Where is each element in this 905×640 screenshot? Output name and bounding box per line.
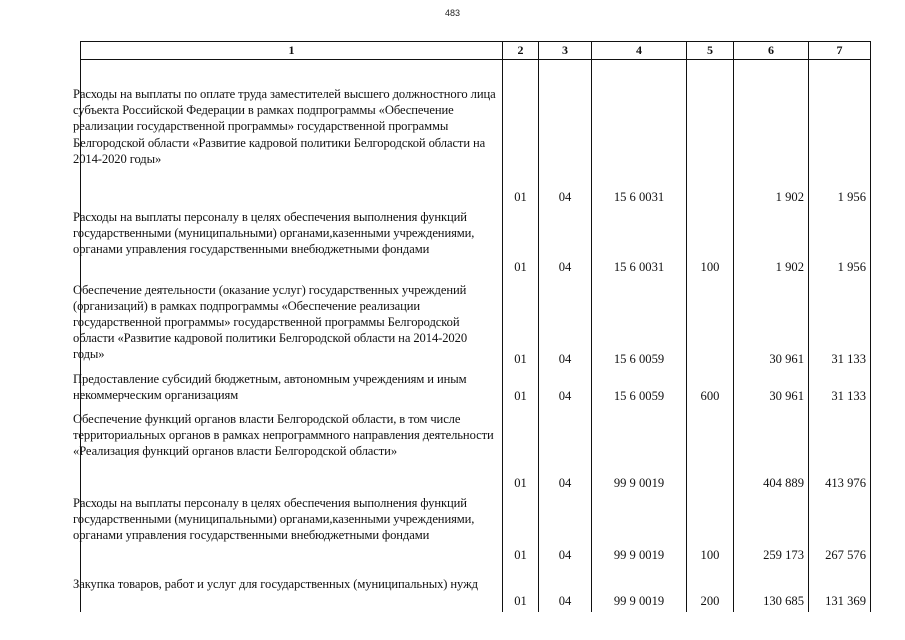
budget-table	[73, 41, 871, 612]
row-sum-col7: 267 576	[809, 494, 871, 566]
row-expense-type	[687, 407, 734, 494]
row-target: 99 9 0019	[592, 566, 687, 612]
row-description: Расходы на выплаты персоналу в целях обеспечения выполнения функций государственными (муниципальными) органами,казенными учреждениями, органами управления государственными внебюджетными фондами	[81, 494, 503, 566]
table-row	[81, 407, 871, 494]
row-expense-type: 100	[687, 494, 734, 566]
row-section: 01	[503, 370, 539, 407]
page-number: 483	[444, 8, 461, 18]
row-subsection: 04	[539, 494, 592, 566]
row-sum-col7: 31 133	[809, 278, 871, 370]
row-expense-type: 200	[687, 566, 734, 612]
row-target: 15 6 0031	[592, 60, 687, 208]
row-target: 99 9 0019	[592, 407, 687, 494]
row-target: 15 6 0059	[592, 370, 687, 407]
header-row	[81, 42, 871, 60]
column-header-4: 4	[592, 42, 687, 60]
row-sum-col6: 259 173	[734, 494, 809, 566]
row-sum-col6: 1 902	[734, 208, 809, 278]
row-description: Предоставление субсидий бюджетным, автономным учреждениям и иным некоммерческим организациям	[81, 370, 503, 407]
row-subsection: 04	[539, 566, 592, 612]
row-sum-col7: 31 133	[809, 370, 871, 407]
row-target: 15 6 0059	[592, 278, 687, 370]
row-subsection: 04	[539, 407, 592, 494]
row-expense-type: 100	[687, 208, 734, 278]
row-description: Расходы на выплаты по оплате труда заместителей высшего должностного лица субъекта Российской Федерации в рамках подпрограммы «Обеспечение реализации государственной программы» государственной программы Белгородской области «Развитие кадровой политики Белгородской области на 2014-2020 годы»	[81, 60, 503, 208]
table-row	[81, 494, 871, 566]
column-header-5: 5	[687, 42, 734, 60]
table-row	[81, 208, 871, 278]
row-sum-col7: 413 976	[809, 407, 871, 494]
row-section: 01	[503, 566, 539, 612]
column-header-7: 7	[809, 42, 871, 60]
table-row	[81, 566, 871, 612]
row-description: Обеспечение деятельности (оказание услуг) государственных учреждений (организаций) в рамках подпрограммы «Обеспечение реализации государственной программы» государственной программы Белгородской области «Развитие кадровой политики Белгородской области на 2014-2020 годы»	[81, 278, 503, 370]
row-target: 99 9 0019	[592, 494, 687, 566]
table-row	[81, 60, 871, 208]
column-header-2: 2	[503, 42, 539, 60]
row-expense-type	[687, 60, 734, 208]
row-sum-col7: 1 956	[809, 208, 871, 278]
row-subsection: 04	[539, 208, 592, 278]
row-section: 01	[503, 208, 539, 278]
row-section: 01	[503, 407, 539, 494]
row-section: 01	[503, 278, 539, 370]
row-subsection: 04	[539, 370, 592, 407]
row-sum-col6: 1 902	[734, 60, 809, 208]
column-header-1: 1	[81, 42, 503, 60]
row-sum-col6: 30 961	[734, 278, 809, 370]
row-section: 01	[503, 60, 539, 208]
row-subsection: 04	[539, 60, 592, 208]
row-subsection: 04	[539, 278, 592, 370]
row-expense-type: 600	[687, 370, 734, 407]
column-header-6: 6	[734, 42, 809, 60]
row-expense-type	[687, 278, 734, 370]
row-sum-col6: 30 961	[734, 370, 809, 407]
column-header-3: 3	[539, 42, 592, 60]
row-description: Расходы на выплаты персоналу в целях обеспечения выполнения функций государственными (муниципальными) органами,казенными учреждениями, органами управления государственными внебюджетными фондами	[81, 208, 503, 278]
row-sum-col6: 130 685	[734, 566, 809, 612]
row-sum-col7: 131 369	[809, 566, 871, 612]
table-row	[81, 278, 871, 370]
row-target: 15 6 0031	[592, 208, 687, 278]
row-description: Обеспечение функций органов власти Белгородской области, в том числе территориальных органов в рамках непрограммного направления деятельности «Реализация функций органов власти Белгородской области»	[81, 407, 503, 494]
row-description: Закупка товаров, работ и услуг для государственных (муниципальных) нужд	[81, 566, 503, 612]
table-row	[81, 370, 871, 407]
row-sum-col7: 1 956	[809, 60, 871, 208]
row-section: 01	[503, 494, 539, 566]
row-sum-col6: 404 889	[734, 407, 809, 494]
